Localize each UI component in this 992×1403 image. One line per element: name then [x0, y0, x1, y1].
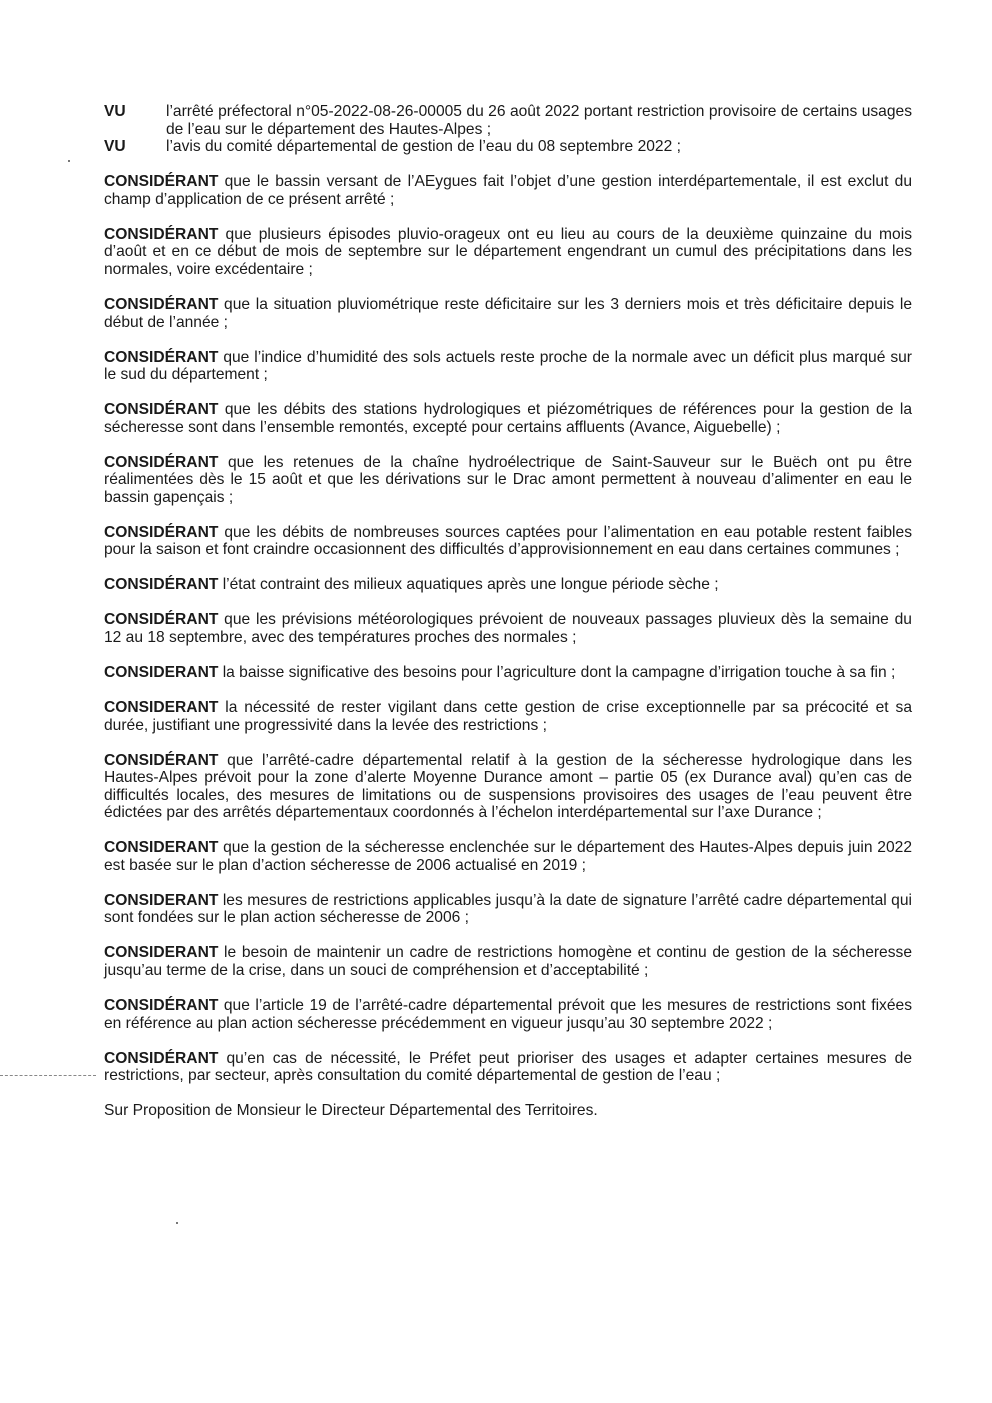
scan-speck — [176, 1222, 178, 1224]
considerant-keyword: CONSIDÉRANT — [104, 173, 219, 191]
considerant-text: les mesures de restrictions applicables jusqu’à la date de signature l’arrêté cadre départemental qui sont fondées sur le plan action sécheresse de 2006 ; — [104, 891, 912, 927]
considerant-keyword: CONSIDERANT — [104, 698, 219, 716]
considerant-keyword: CONSIDÉRANT — [104, 1049, 219, 1067]
considerant-text: le besoin de maintenir un cadre de restrictions homogène et continu de gestion de la sécheresse jusqu’au terme de la crise, dans un souci de compréhension et d’acceptabilité ; — [104, 944, 912, 980]
considerant-paragraph — [104, 611, 912, 646]
vu-item — [104, 103, 912, 138]
considerant-keyword: CONSIDÉRANT — [104, 295, 219, 313]
document-body — [104, 103, 912, 1120]
considerant-text: que plusieurs épisodes pluvio-orageux ont eu lieu au cours de la deuxième quinzaine du mois d’août et en ce début de mois de septembre sur le département engendrant un cumul des précipitations dans les normales, voire excédentaire ; — [104, 225, 912, 278]
considerant-keyword: CONSIDÉRANT — [104, 401, 219, 419]
considerant-text: la nécessité de rester vigilant dans cette gestion de crise exceptionnelle par sa précocité et sa durée, justifiant une progressivité dans la levée des restrictions ; — [104, 698, 912, 734]
considerant-keyword: CONSIDÉRANT — [104, 611, 219, 629]
considerant-text: que les prévisions météorologiques prévoient de nouveaux passages pluvieux dès la semaine du 12 au 18 septembre, avec des températures proches des normales ; — [104, 611, 912, 646]
considerant-keyword: CONSIDÉRANT — [104, 348, 219, 366]
considerant-paragraph — [104, 454, 912, 507]
considerant-text: qu’en cas de nécessité, le Préfet peut prioriser des usages et adapter certaines mesures de restrictions, par secteur, après consultation du comité départemental de gestion de l’eau ; — [104, 1049, 912, 1085]
vu-item — [104, 138, 912, 156]
considerant-paragraph — [104, 226, 912, 279]
considerant-paragraph — [104, 576, 912, 594]
considerant-paragraph — [104, 296, 912, 331]
considerant-text: que la gestion de la sécheresse enclenchée sur le département des Hautes-Alpes depuis juin 2022 est basée sur le plan d’action sécheresse de 2006 actualisé en 2019 ; — [104, 839, 912, 874]
considerant-paragraph — [104, 944, 912, 979]
considerant-text: que l’indice d’humidité des sols actuels reste proche de la normale avec un déficit plus marqué sur le sud du département ; — [104, 348, 912, 384]
considerant-keyword: CONSIDERANT — [104, 891, 219, 909]
considerant-paragraph — [104, 752, 912, 822]
considerant-keyword: CONSIDERANT — [104, 944, 219, 962]
considerant-paragraph — [104, 1050, 912, 1085]
considerant-paragraph — [104, 664, 912, 682]
considerant-paragraph — [104, 839, 912, 874]
margin-dash-line — [0, 1075, 96, 1076]
considerant-paragraph — [104, 892, 912, 927]
considerant-text: que les débits de nombreuses sources captées pour l’alimentation en eau potable restent faibles pour la saison et font craindre occasionnent des difficultés d’approvisionnement en eau dans certaines communes ; — [104, 523, 912, 559]
considerant-paragraph — [104, 349, 912, 384]
considerant-text: que le bassin versant de l’AEygues fait l’objet d’une gestion interdépartementale, il est exclut du champ d’application de ce présent arrêté ; — [104, 173, 912, 208]
considerant-keyword: CONSIDERANT — [104, 663, 219, 681]
considerant-text: que l’arrêté-cadre départemental relatif à la gestion de la sécheresse hydrologique dans les Hautes-Alpes prévoit pour la zone d’alerte Moyenne Durance amont – partie 05 (ex Durance aval) qu’en cas de difficultés locales, des mesures de limitations ou de suspensions provisoires des usages de l’eau peuvent être édictées par des arrêtés départementaux coordonnés à l’échelon interdépartemental sur l’axe Durance ; — [104, 751, 912, 822]
vu-label: VU — [104, 103, 126, 120]
scan-speck — [68, 160, 70, 162]
considerant-text: que la situation pluviométrique reste déficitaire sur les 3 derniers mois et très déficitaire depuis le début de l’année ; — [104, 295, 912, 331]
considerant-paragraph — [104, 699, 912, 734]
considerant-keyword: CONSIDÉRANT — [104, 453, 219, 471]
vu-text: l’arrêté préfectoral n°05-2022-08-26-00005 du 26 août 2022 portant restriction provisoire de certains usages de l’eau sur le département des Hautes-Alpes ; — [166, 103, 912, 138]
considerant-keyword: CONSIDÉRANT — [104, 225, 219, 243]
considerant-paragraph — [104, 401, 912, 436]
considerant-text: l’état contraint des milieux aquatiques après une longue période sèche ; — [218, 576, 719, 594]
considerant-keyword: CONSIDÉRANT — [104, 576, 219, 594]
considerant-keyword: CONSIDÉRANT — [104, 523, 219, 541]
considerant-paragraph — [104, 173, 912, 208]
considerant-paragraph — [104, 524, 912, 559]
closing-statement: Sur Proposition de Monsieur le Directeur Départemental des Territoires. — [104, 1102, 598, 1120]
considerant-text: la baisse significative des besoins pour l’agriculture dont la campagne d’irrigation touche à sa fin ; — [218, 663, 896, 681]
considerant-text: que les retenues de la chaîne hydroélectrique de Saint-Sauveur sur le Buëch ont pu être réalimentées dès le 15 août et que les dérivations sur le Drac amont permettent à nouveau d’alimenter en eau le bassin gapençais ; — [104, 453, 912, 506]
considerant-keyword: CONSIDÉRANT — [104, 997, 219, 1015]
vu-text: l’avis du comité départemental de gestion de l’eau du 08 septembre 2022 ; — [166, 138, 681, 156]
considerant-paragraph — [104, 997, 912, 1032]
vu-label: VU — [104, 138, 126, 156]
considerant-keyword: CONSIDÉRANT — [104, 751, 219, 769]
considerant-text: que l’article 19 de l’arrêté-cadre départemental prévoit que les mesures de restrictions sont fixées en référence au plan action sécheresse précédemment en vigueur jusqu’au 30 septembre 2022 ; — [104, 997, 912, 1032]
considerant-text: que les débits des stations hydrologiques et piézométriques de références pour la gestion de la sécheresse sont dans l’ensemble remontés, excepté pour certains affluents (Avance, Aiguebelle) ; — [104, 401, 912, 436]
considerant-keyword: CONSIDERANT — [104, 839, 219, 857]
